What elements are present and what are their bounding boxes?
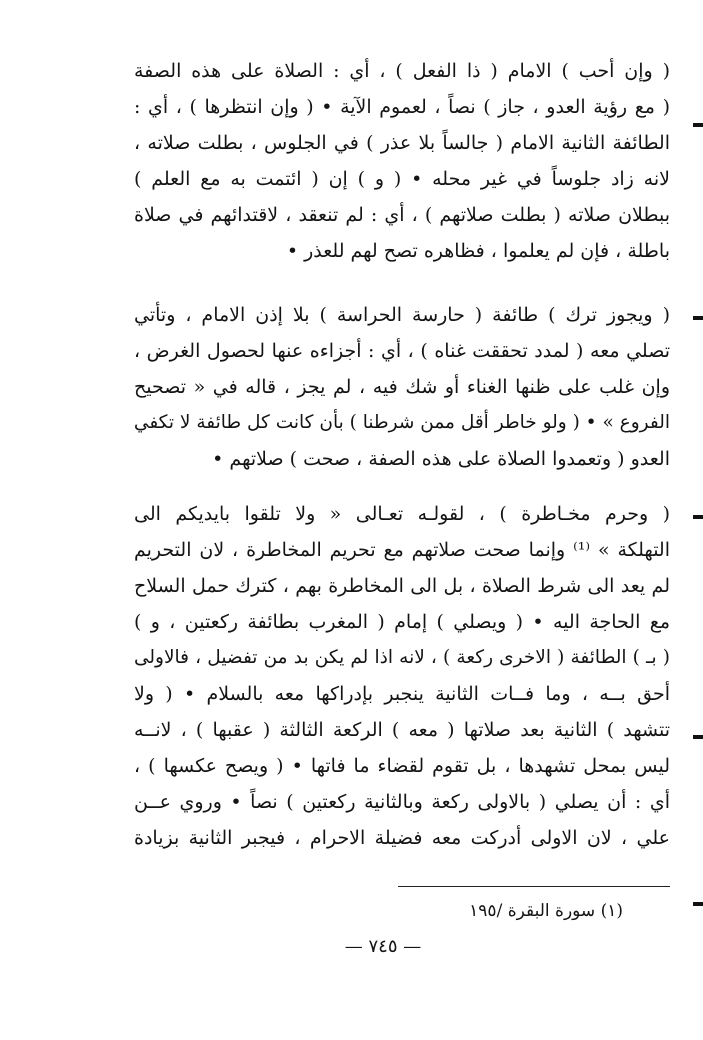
paragraph-1 bbox=[134, 53, 670, 269]
text-line: الطائفة الثانية الامام ( جالساً بلا عذر ) في الجلوس ، بطلت صلاته ، bbox=[134, 132, 670, 154]
text-line: مع الحاجة اليه • ( ويصلي ) إمام ( المغرب بطائفة ركعتين ، و ) bbox=[134, 611, 670, 633]
text-line: تتشهد ) الثانية بعد صلاتها ( معه ) الركعة الثالثة ( عقبها ) ، لانــه bbox=[134, 719, 670, 741]
scan-edge-mark bbox=[693, 515, 703, 519]
footnote: (١) سورة البقرة /١٩٥ bbox=[469, 901, 623, 921]
paragraph-2 bbox=[134, 297, 670, 477]
text-line: التهلكة » ⁽¹⁾ وإنما صحت صلاتهم مع تحريم المخاطرة ، لان التحريم bbox=[134, 539, 670, 561]
scan-edge-mark bbox=[693, 735, 703, 739]
text-line: علي ، لان الاولى أدركت معه فضيلة الاحرام ، فيجبر الثانية بزيادة bbox=[134, 827, 670, 849]
text-line: لم يعد الى شرط الصلاة ، بل الى المخاطرة بهم ، كترك حمل السلاح bbox=[134, 575, 670, 597]
text-line: ببطلان صلاته ( بطلت صلاتهم ) ، أي : لم تنعقد ، لاقتدائهم في صلاة bbox=[134, 204, 670, 226]
page-number: — ٧٤٥ — bbox=[344, 936, 422, 957]
scan-edge-mark bbox=[693, 123, 703, 127]
scan-edge-mark bbox=[693, 316, 703, 320]
text-line: باطلة ، فإن لم يعلموا ، فظاهره تصح لهم للعذر • bbox=[286, 240, 670, 262]
text-line: ( مع رؤية العدو ، جاز ) نصاً ، لعموم الآية • ( وإن انتظرها ) ، أي : bbox=[134, 96, 670, 118]
text-line: أحق بــه ، وما فــات الثانية ينجبر بإدراكها معه بالسلام • ( ولا bbox=[134, 683, 670, 705]
text-line: ( ويجوز ترك ) طائفة ( حارسة الحراسة ) بلا إذن الامام ، وتأتي bbox=[134, 304, 670, 326]
text-line: أي : أن يصلي ( بالاولى ركعة وبالثانية ركعتين ) نصاً • وروي عــن bbox=[134, 791, 670, 813]
text-line: ( وإن أحب ) الامام ( ذا الفعل ) ، أي : الصلاة على هذه الصفة bbox=[134, 60, 670, 82]
text-line: الفروع » • ( ولو خاطر أقل ممن شرطنا ) بأن كانت كل طائفة لا تكفي bbox=[134, 412, 670, 433]
footnote-divider bbox=[398, 886, 670, 887]
text-line: ( وحرم مخـاطرة ) ، لقولـه تعـالى « ولا تلقوا بايديكم الى bbox=[134, 503, 670, 525]
text-line: لانه زاد جلوساً في غير محله • ( و ) إن ( ائتمت به مع العلم ) bbox=[134, 168, 670, 190]
text-line: وإن غلب على ظنها الغناء أو شك فيه ، لم يجز ، قاله في « تصحيح bbox=[134, 376, 670, 398]
text-line: ليس بمحل تشهدها ، بل تقوم لقضاء ما فاتها • ( ويصح عكسها ) ، bbox=[134, 755, 670, 777]
text-line: العدو ( وتعمدوا الصلاة على هذه الصفة ، صحت ) صلاتهم • bbox=[212, 448, 670, 470]
paragraph-3 bbox=[134, 496, 670, 856]
text-line: تصلي معه ( لمدد تحققت غناه ) ، أي : أجزاءه عنها لحصول الغرض ، bbox=[134, 340, 670, 362]
text-line: ( بـ ) الطائفة ( الاخرى ركعة ) ، لانه اذا لم يكن بد من تفضيل ، فالاولى bbox=[134, 647, 670, 668]
scan-edge-mark bbox=[693, 902, 703, 906]
